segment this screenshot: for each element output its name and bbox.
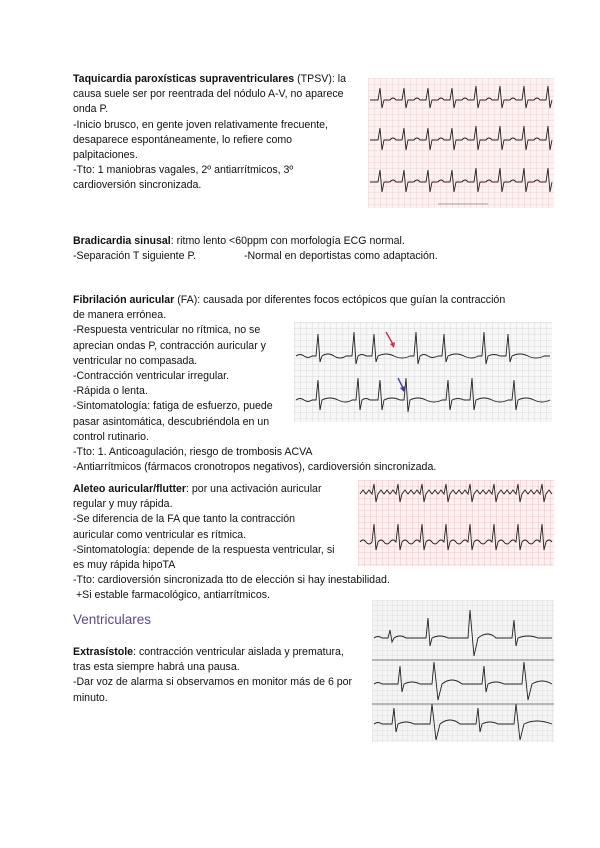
flutter-line: +Si estable farmacológico, antiarrítmicos. [73, 589, 270, 602]
fa-line: -Respuesta ventricular no rítmica, no se [73, 324, 261, 337]
extrasistole-ecg-image [372, 600, 554, 742]
tpsv-line: cardioversión sincronizada. [73, 179, 202, 192]
extrasistole-line: minuto. [73, 691, 108, 704]
extrasistole-title: Extrasístole [73, 646, 134, 658]
fa-line: ventricular no compasada. [73, 354, 198, 367]
tpsv-line: palpitaciones. [73, 149, 138, 162]
fa-line: de manera errónea. [73, 309, 167, 322]
fa-line: control rutinario. [73, 430, 149, 443]
tpsv-line: -Inicio brusco, en gente joven relativamente frecuente, [73, 118, 328, 131]
tpsv-title-rest: (TPSV): la [294, 73, 347, 85]
tpsv-line: -Tto: 1 maniobras vagales, 2º antiarrítmicos, 3º [73, 164, 294, 177]
extrasistole-line: -Dar voz de alarma si observamos en monitor más de 6 por [73, 676, 353, 689]
flutter-title-rest: : por una activación auricular [186, 483, 322, 495]
fa-title-rest: (FA): causada por diferentes focos ectópicos que guían la contracción [174, 294, 506, 306]
brady-line: -Separación T siguiente P. [73, 250, 197, 263]
fa-line: aprecian ondas P, contracción auricular y [73, 339, 266, 352]
fa-line: -Contracción ventricular irregular. [73, 370, 230, 383]
flutter-line: es muy rápida hipoTA [73, 559, 176, 572]
fa-line: -Tto: 1. Anticoagulación, riesgo de trombosis ACVA [73, 446, 313, 459]
tpsv-ecg-image [368, 78, 554, 208]
fa-line: -Sintomatología: fatiga de esfuerzo, puede [73, 400, 273, 413]
fa-title: Fibrilación auricular [73, 294, 175, 306]
flutter-ecg-image [358, 480, 554, 566]
fa-line: -Rápida o lenta. [73, 385, 148, 398]
flutter-line: -Tto: cardioversión sincronizada tto de elección si hay inestabilidad. [73, 574, 390, 587]
tpsv-line: desaparece espontáneamente, lo refiere como [73, 133, 293, 146]
fa-ecg-image [294, 322, 552, 422]
fa-line: -Antiarrítmicos (fármacos cronotropos negativos), cardioversión sincronizada. [73, 461, 437, 474]
tpsv-line: causa suele ser por reentrada del nódulo A-V, no aparece [73, 88, 344, 101]
flutter-line: auricular como ventricular es rítmica. [73, 528, 247, 541]
section-heading-ventriculares: Ventriculares [73, 612, 152, 627]
flutter-line: -Se diferencia de la FA que tanto la contracción [73, 513, 296, 526]
extrasistole-line: tras esta siempre habrá una pausa. [73, 661, 240, 674]
tpsv-line: onda P. [73, 103, 109, 116]
flutter-line: regular y muy rápida. [73, 498, 173, 511]
extrasistole-section [73, 645, 363, 706]
brady-line: -Normal en deportistas como adaptación. [244, 250, 438, 263]
flutter-line: -Sintomatología: depende de la respuesta ventricular, si [73, 543, 335, 556]
brady-title-rest: : ritmo lento <60ppm con morfología ECG normal. [170, 235, 405, 247]
flutter-title: Aleteo auricular/flutter [73, 483, 187, 495]
fa-line: pasar asintomática, descubriéndola en un [73, 415, 270, 428]
brady-section [73, 234, 543, 264]
extrasistole-title-rest: : contracción ventricular aislada y prematura, [133, 646, 344, 658]
tpsv-title: Taquicardia paroxísticas supraventriculares [73, 73, 295, 85]
brady-title: Bradicardia sinusal [73, 235, 171, 247]
tpsv-section [73, 72, 363, 194]
